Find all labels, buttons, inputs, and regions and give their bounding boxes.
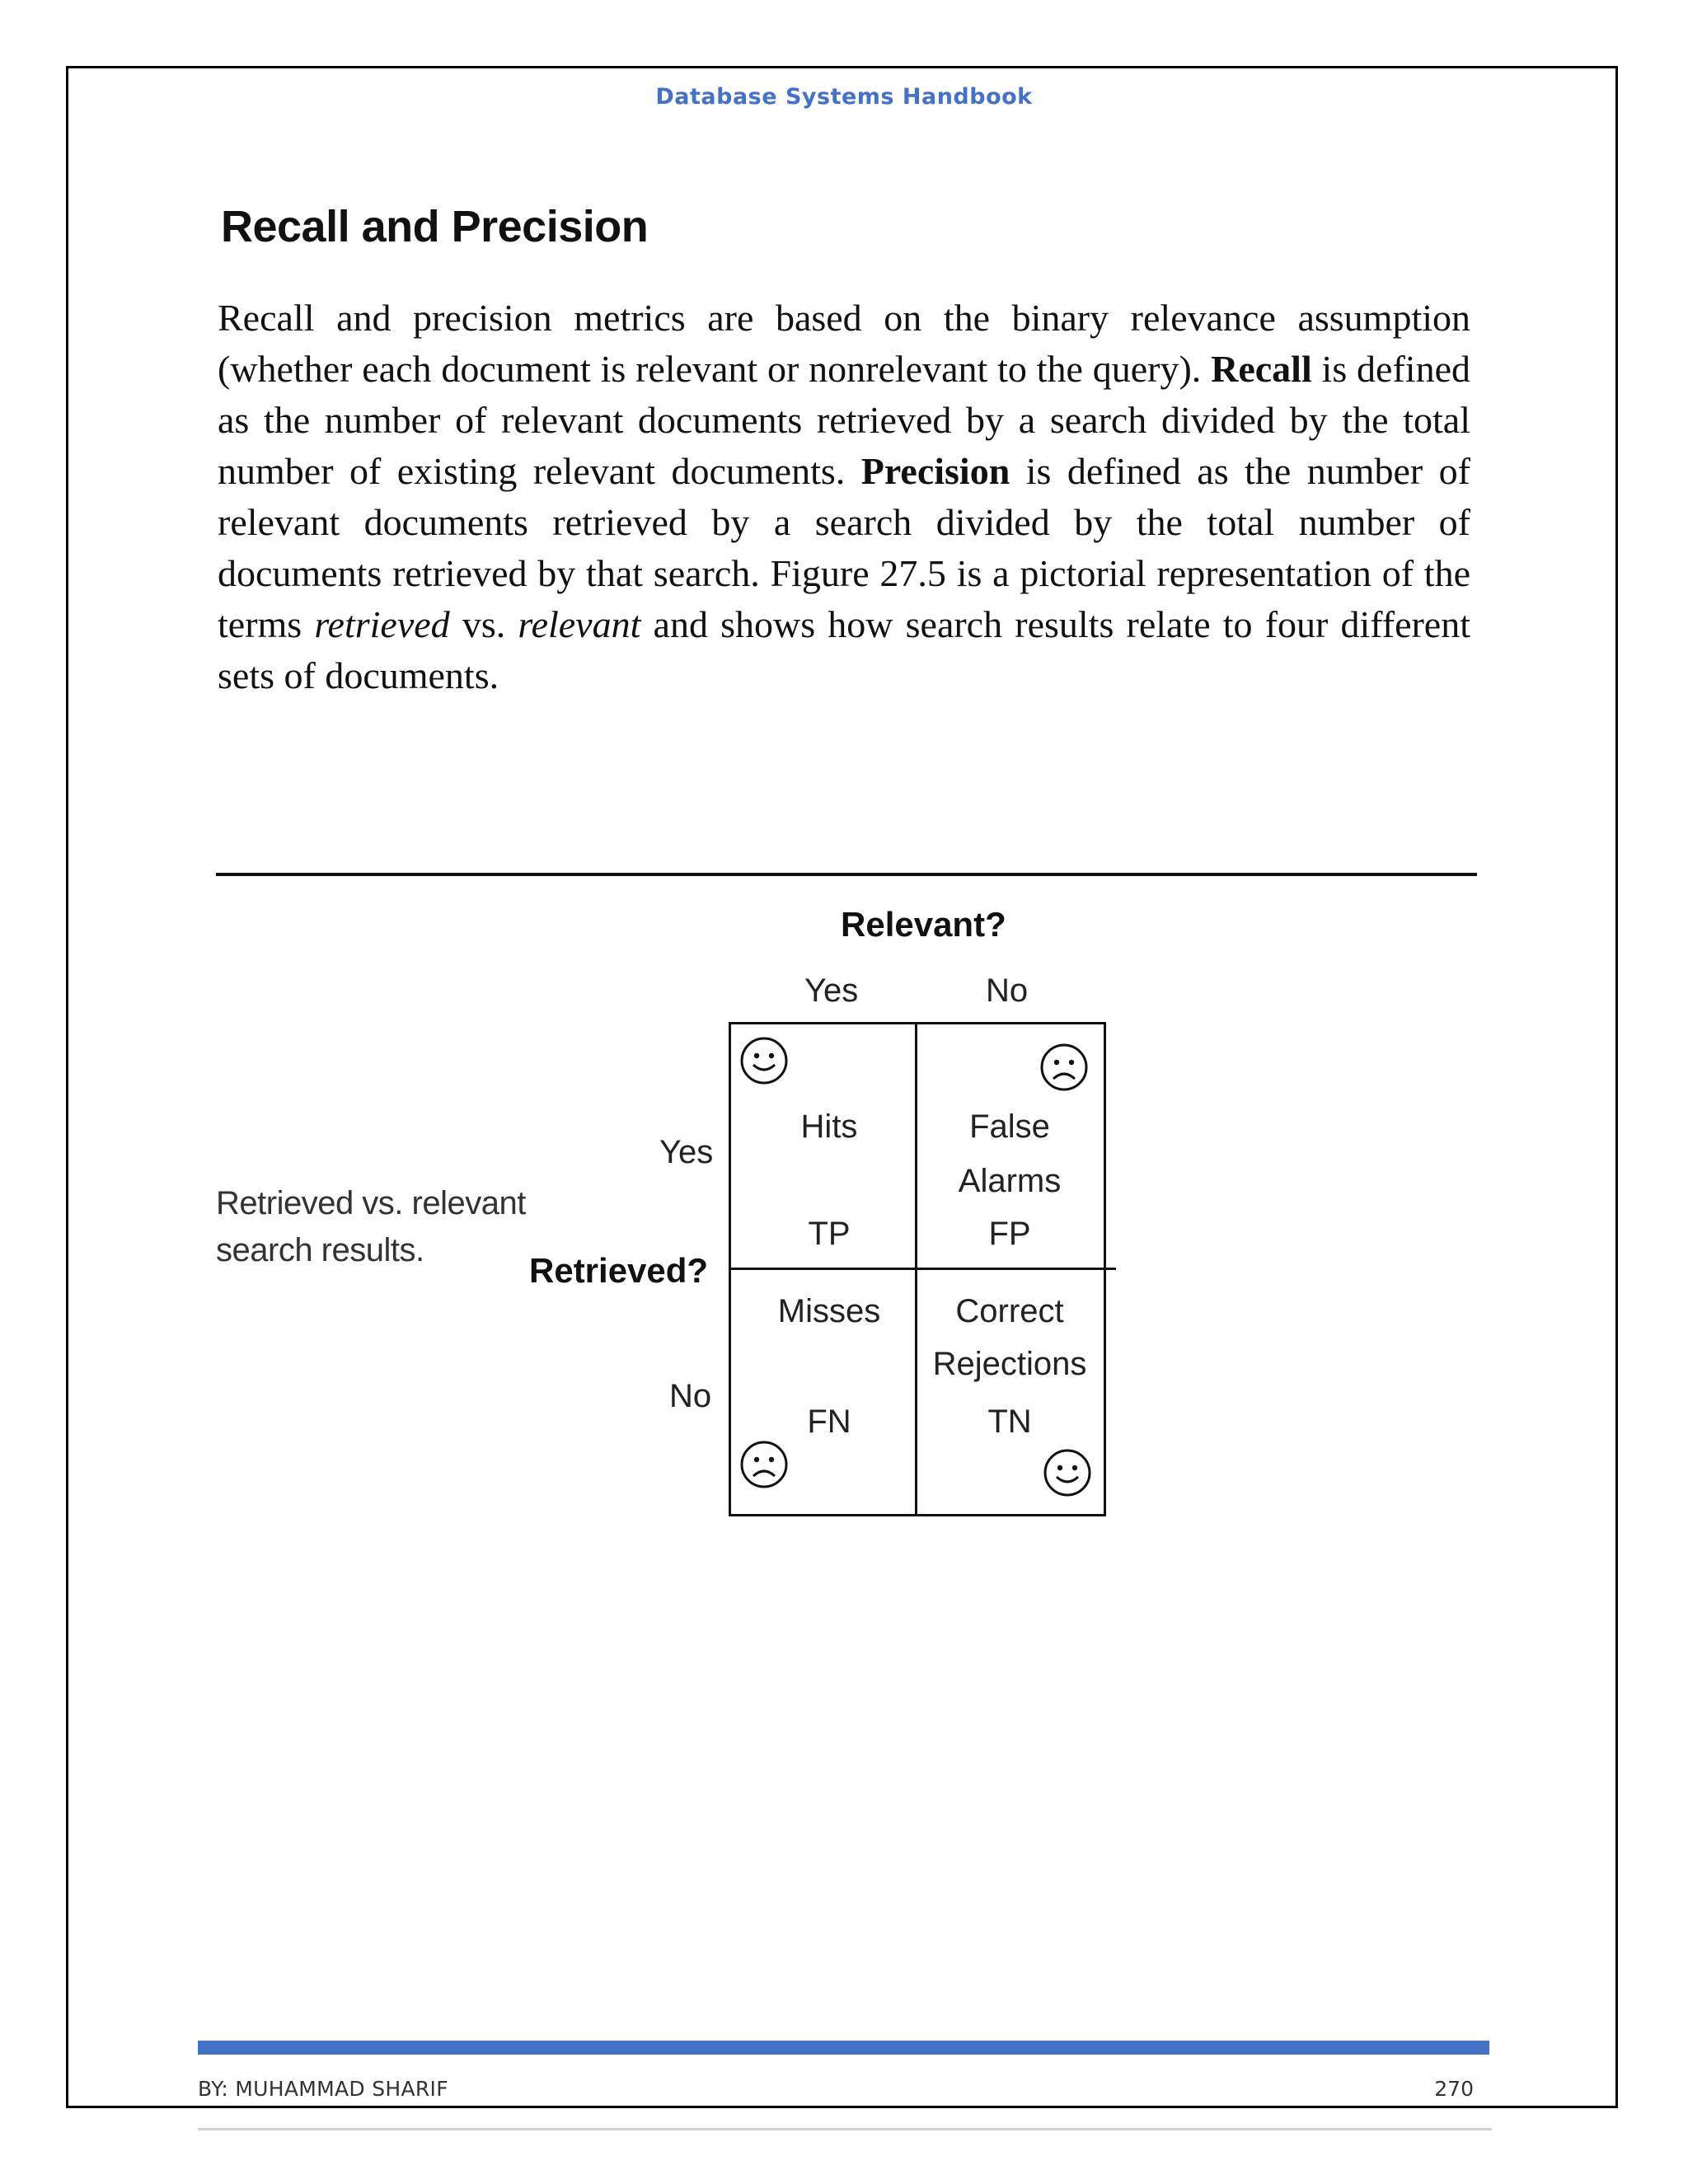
cell-false-alarms-label-line2: Alarms xyxy=(958,1163,1062,1199)
cell-tn-code: TN xyxy=(987,1404,1032,1440)
cell-hits-label: Hits xyxy=(800,1108,858,1145)
figure-top-rule xyxy=(216,873,1477,876)
cell-fn-code: FN xyxy=(807,1404,851,1440)
running-header: Database Systems Handbook xyxy=(655,84,1033,110)
footer-author: BY: MUHAMMAD SHARIF xyxy=(198,2077,448,2101)
relevant-header: Relevant? xyxy=(841,905,1006,944)
row-yes-label: Yes xyxy=(659,1134,714,1170)
footer-accent-bar xyxy=(198,2041,1489,2055)
relevant-term: relevant xyxy=(518,603,641,645)
caption-line: search results. xyxy=(216,1232,424,1268)
cell-fp-code: FP xyxy=(988,1216,1031,1252)
retrieved-term: retrieved xyxy=(314,603,450,645)
paragraph-text: is defined as the number of relevant documents retrieved by a search divided by the total number of existing relevant documents. xyxy=(218,348,1470,492)
row-no-label: No xyxy=(669,1378,712,1414)
caption-line: Retrieved vs. relevant xyxy=(216,1185,526,1221)
paragraph-text: Recall and precision metrics are based on the binary relevance assumption (whether each document is relevant or nonrelevant to the query). xyxy=(218,297,1470,390)
precision-term: Precision xyxy=(860,450,1010,492)
page-number: 270 xyxy=(1434,2077,1474,2101)
matrix-divider-horizontal xyxy=(729,1268,1116,1270)
frowny-face-icon xyxy=(738,1439,790,1490)
column-yes-label: Yes xyxy=(804,972,859,1009)
paragraph-text: and shows how search results relate to four different sets of documents. xyxy=(218,603,1470,696)
bottom-divider xyxy=(198,2128,1492,2130)
section-title: Recall and Precision xyxy=(221,202,649,251)
smiley-face-icon xyxy=(1042,1447,1093,1498)
figure-caption xyxy=(216,1180,546,1274)
cell-false-alarms-label-line1: False xyxy=(969,1108,1050,1145)
smiley-face-icon xyxy=(738,1035,790,1086)
recall-term: Recall xyxy=(1211,348,1312,390)
cell-misses-label: Misses xyxy=(777,1293,881,1329)
frowny-face-icon xyxy=(1039,1042,1090,1093)
paragraph-text: vs. xyxy=(449,603,518,645)
paragraph-text: is defined as the number of relevant documents retrieved by a search divided by the total number of documents retrieved by that search. Figure 27.5 is a pictorial representation of the terms xyxy=(218,450,1471,645)
cell-correct-rejections-label-line2: Rejections xyxy=(932,1346,1087,1382)
body-paragraph xyxy=(218,293,1470,701)
column-no-label: No xyxy=(986,972,1029,1009)
cell-correct-rejections-label-line1: Correct xyxy=(955,1293,1064,1329)
cell-tp-code: TP xyxy=(808,1216,851,1252)
retrieved-header: Retrieved? xyxy=(529,1251,709,1290)
